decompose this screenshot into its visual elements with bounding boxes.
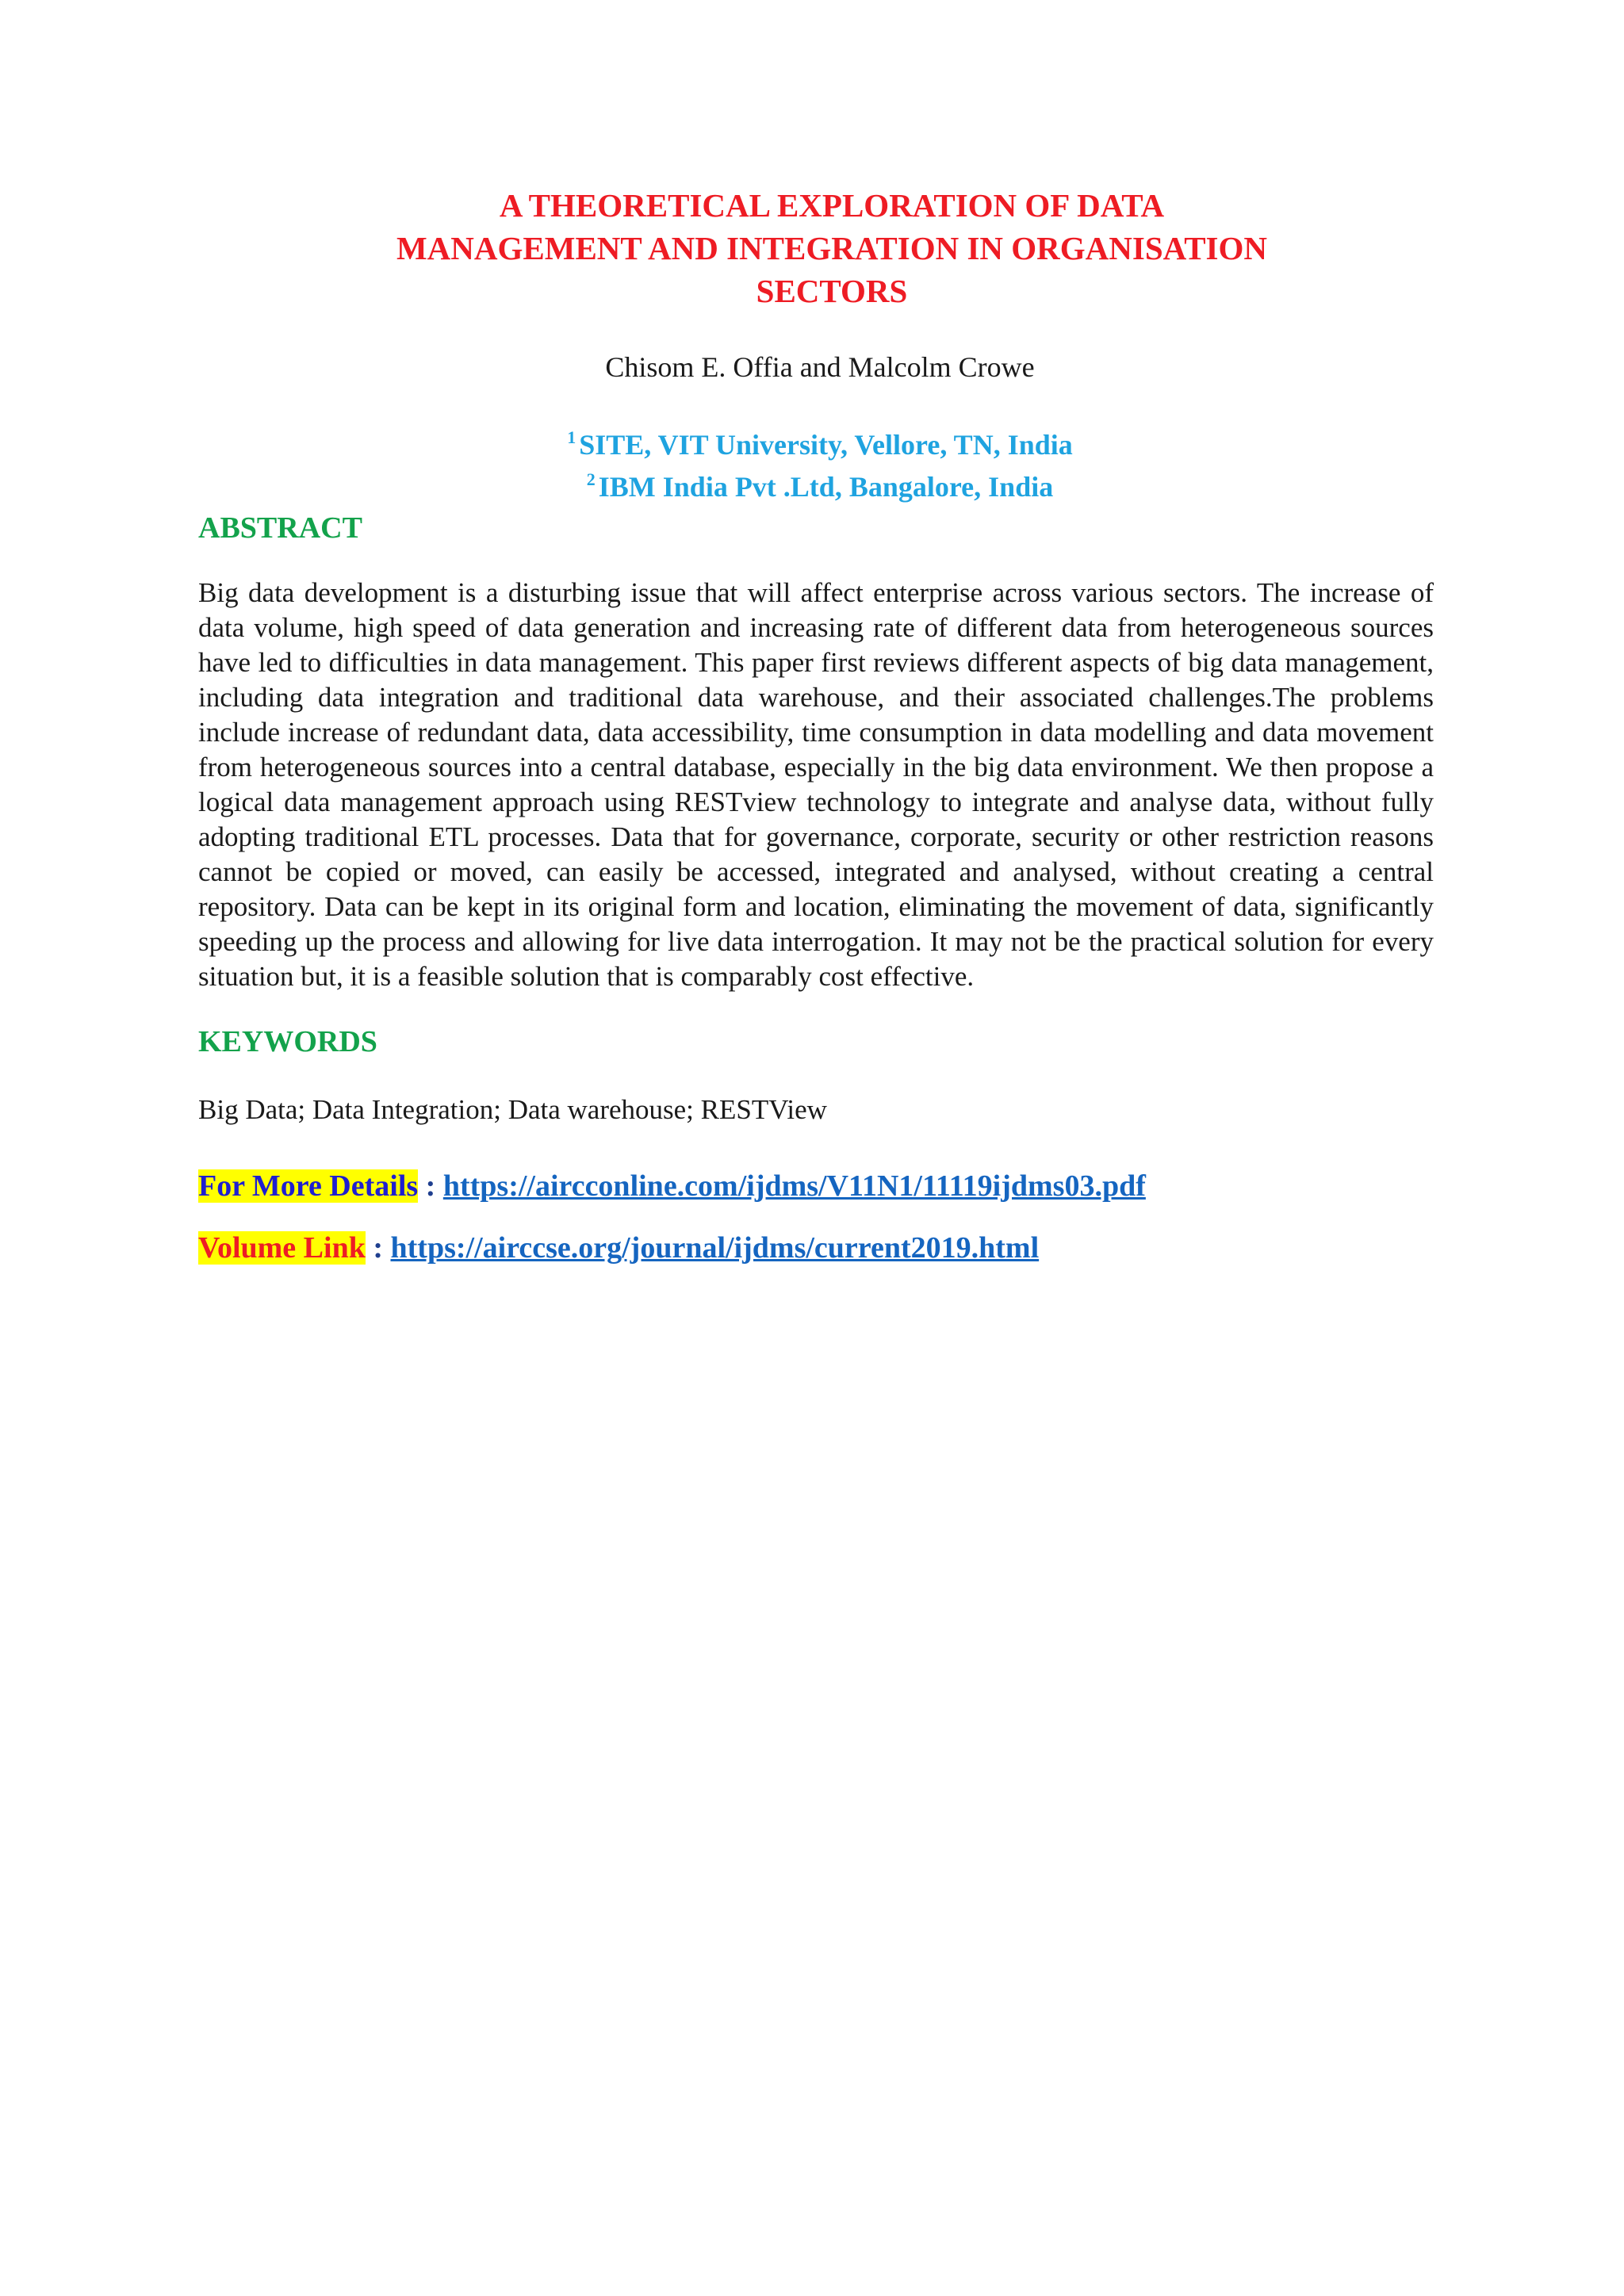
details-label: For More Details bbox=[198, 1169, 419, 1203]
abstract-text: Big data development is a disturbing issue that will affect enterprise across various sectors. The increase of data volume, high speed of data generation and increasing rate of different data from heterogeneous sources have led to difficulties in data management. This paper first reviews different aspects of big data management, including data integration and traditional data warehouse, and their associated challenges.The problems include increase of redundant data, data accessibility, time consumption in data modelling and data movement from heterogeneous sources into a central database, especially in the big data environment. We then propose a logical data management approach using RESTview technology to integrate and analyse data, without fully adopting traditional ETL processes. Data that for governance, corporate, security or other restriction reasons cannot be copied or moved, can easily be accessed, integrated and analysed, without creating a central repository. Data can be kept in its original form and location, eliminating the movement of data, significantly speeding up the process and allowing for live data interrogation. It may not be the practical solution for every situation but, it is a feasible solution that is comparably cost effective. bbox=[198, 577, 1434, 992]
affiliation-1-sup: 1 bbox=[567, 427, 576, 447]
details-url-link[interactable]: https://aircconline.com/ijdms/V11N1/11119ijdms03.pdf bbox=[442, 1169, 1146, 1203]
volume-link-line bbox=[198, 1230, 1434, 1265]
title-line-1: A THEORETICAL EXPLORATION OF DATA bbox=[499, 187, 1165, 224]
affiliation-2 bbox=[206, 462, 1434, 504]
affiliation-2-text: IBM India Pvt .Ltd, Bangalore, India bbox=[598, 471, 1054, 503]
paper-title bbox=[230, 184, 1434, 312]
abstract-heading: ABSTRACT bbox=[198, 511, 362, 545]
title-line-2: MANAGEMENT AND INTEGRATION IN ORGANISATION bbox=[396, 230, 1267, 266]
affiliation-1 bbox=[206, 420, 1434, 462]
affiliation-1-text: SITE, VIT University, Vellore, TN, India bbox=[579, 429, 1073, 461]
affiliations bbox=[206, 420, 1434, 504]
details-separator: : bbox=[418, 1169, 443, 1203]
keywords-text: Big Data; Data Integration; Data warehouse; RESTView bbox=[198, 1094, 827, 1125]
authors: Chisom E. Offia and Malcolm Crowe bbox=[605, 351, 1035, 383]
keywords-heading: KEYWORDS bbox=[198, 1025, 377, 1058]
affiliation-2-sup: 2 bbox=[586, 469, 596, 489]
volume-url-link[interactable]: https://airccse.org/journal/ijdms/current2019.html bbox=[390, 1231, 1040, 1265]
details-link-line bbox=[198, 1169, 1434, 1203]
volume-label: Volume Link bbox=[198, 1231, 366, 1265]
volume-separator: : bbox=[365, 1231, 391, 1265]
title-line-3: SECTORS bbox=[756, 273, 908, 309]
